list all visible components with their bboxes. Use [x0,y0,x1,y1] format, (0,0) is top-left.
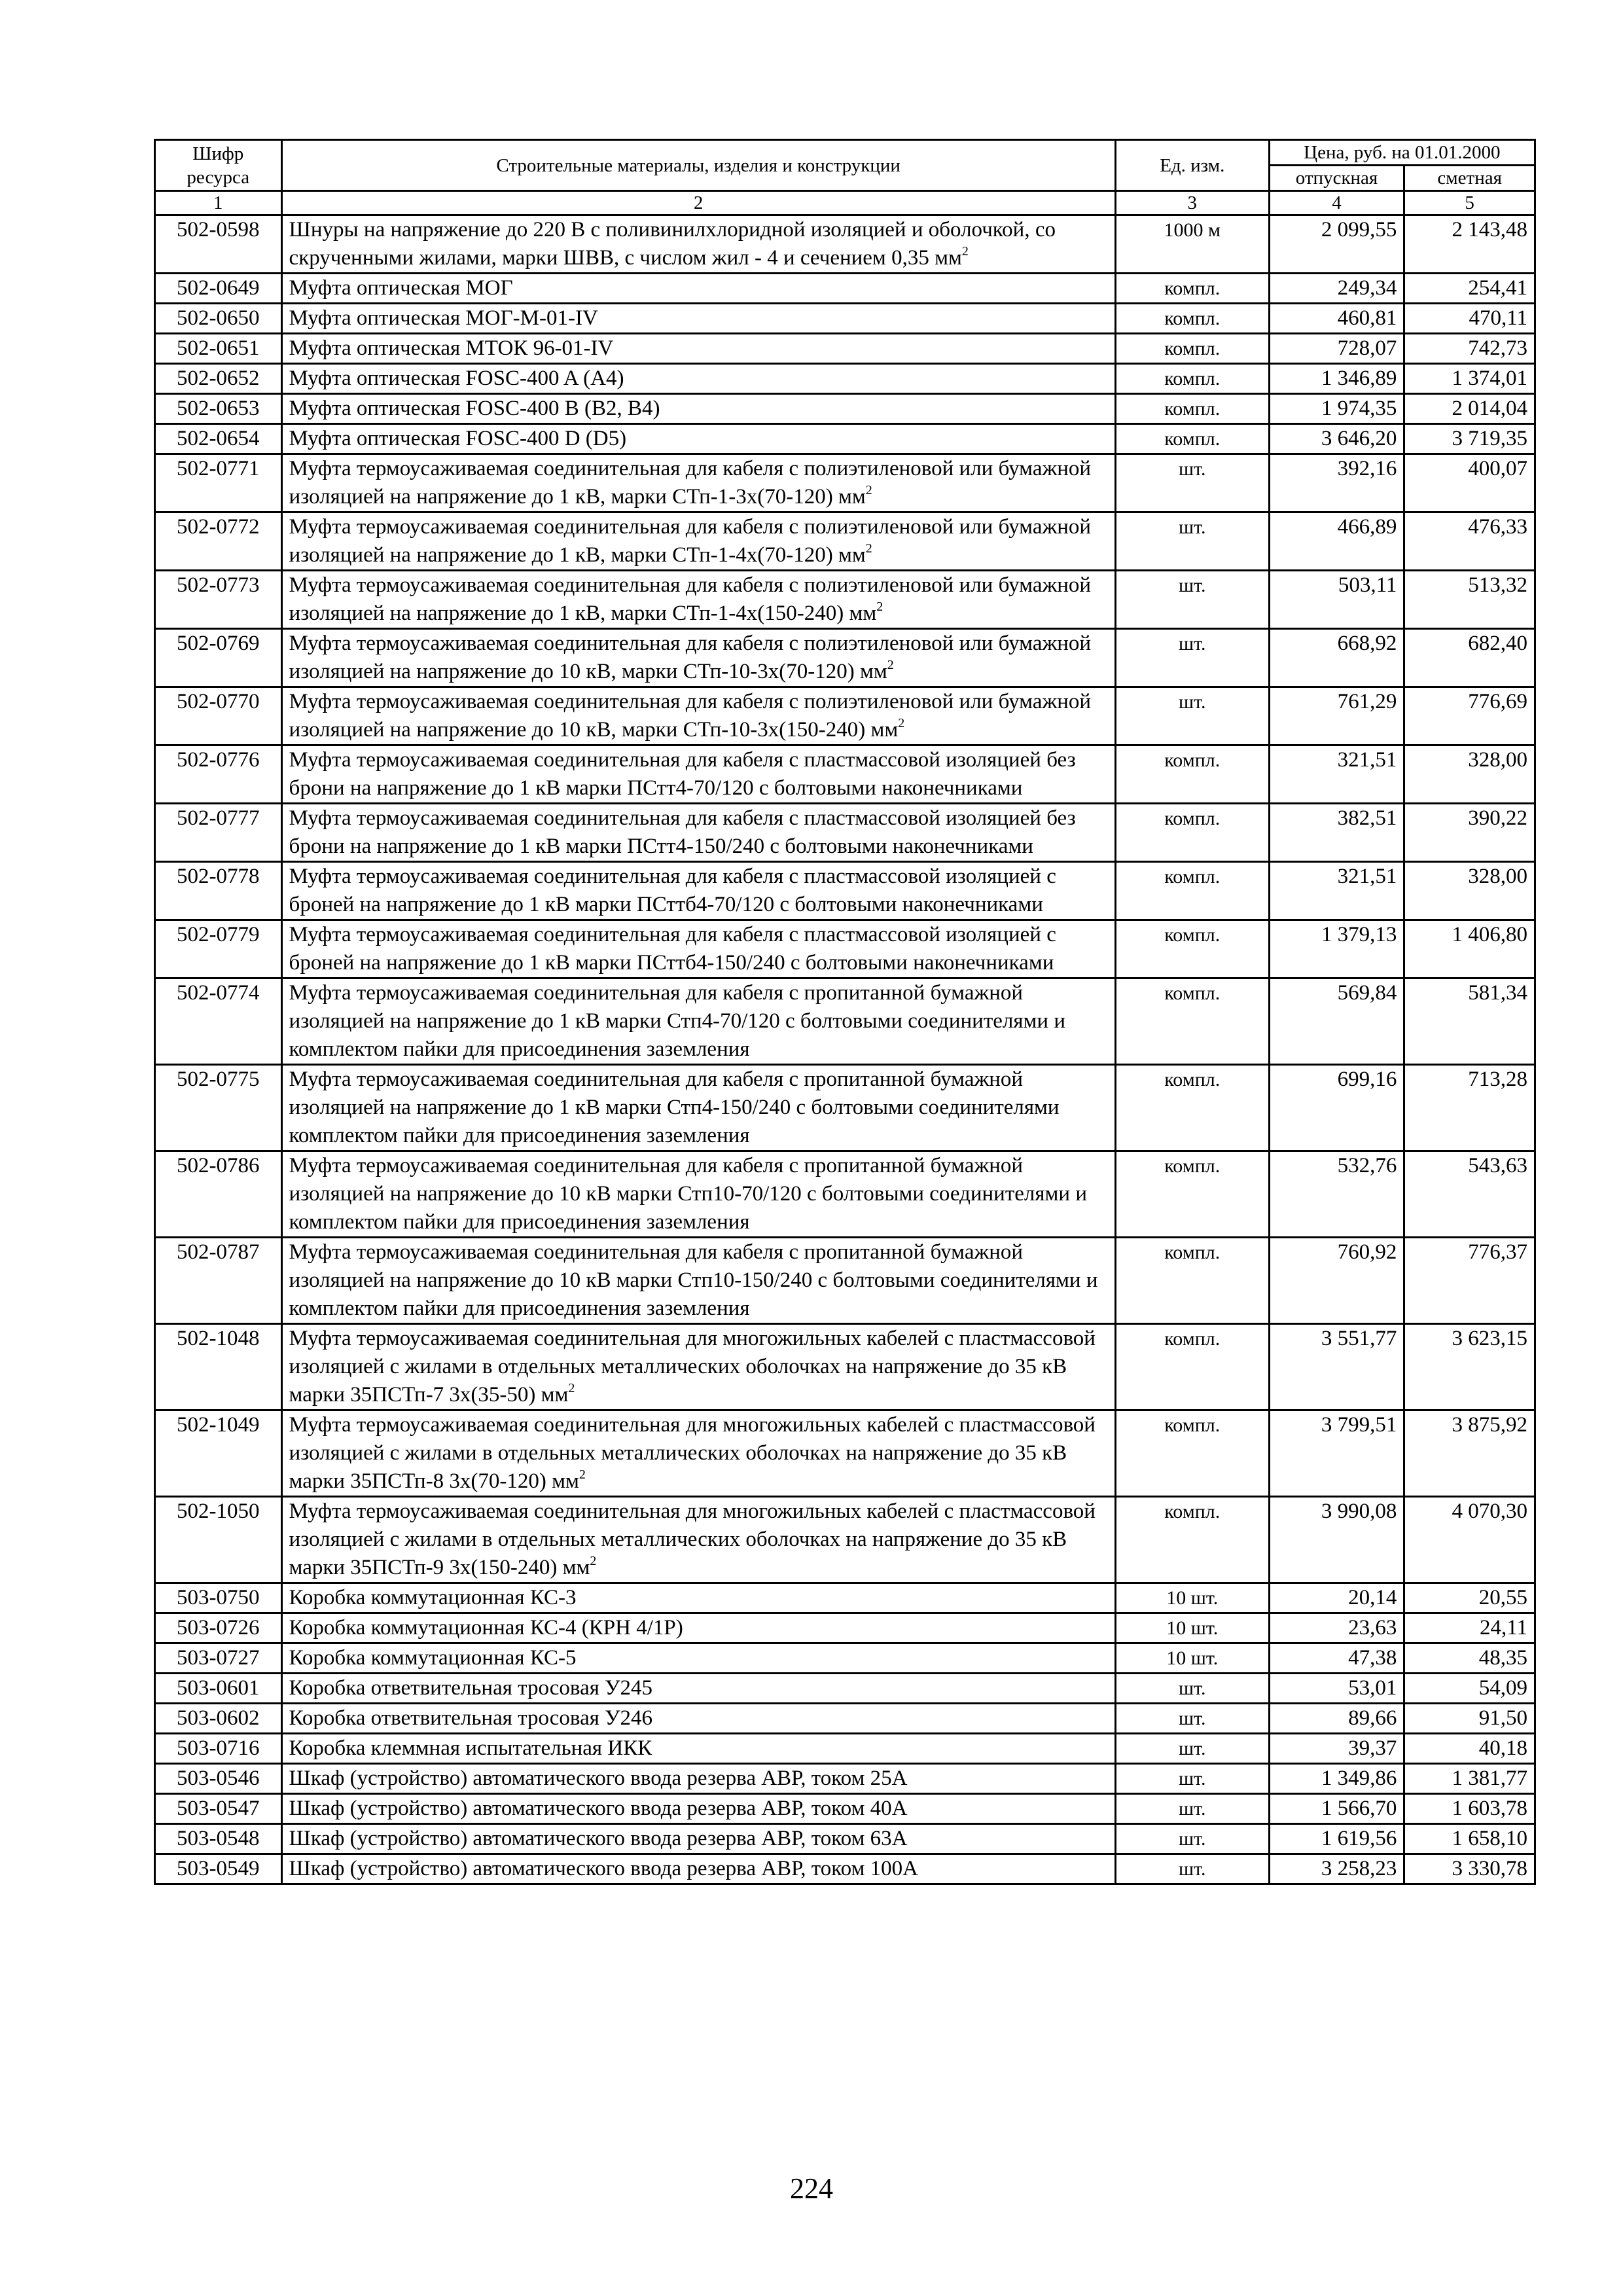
release-price: 1 619,56 [1269,1824,1404,1854]
resource-code: 502-0772 [155,512,282,571]
resource-code: 502-0770 [155,687,282,745]
release-price: 1 974,35 [1269,394,1404,424]
table-row [155,629,1535,687]
description-text: Муфта термоусаживаемая соединительная для кабеля с пластмассовой изоляцией с броней на напряжение до 1 кВ марки ПСттб4-70/120 с болтовыми наконечниками [289,865,1056,916]
resource-code: 502-0598 [155,215,282,274]
superscript: 2 [579,1467,586,1482]
unit-of-measure: шт. [1115,687,1269,745]
description-text: Шкаф (устройство) автоматического ввода резерва АВР, током 25А [289,1767,908,1790]
material-description [281,394,1115,424]
table-row [155,920,1535,978]
table-header [155,140,1535,215]
description-text: Муфта оптическая FOSC-400 A (A4) [289,367,624,390]
release-price: 3 646,20 [1269,424,1404,454]
material-description [281,1704,1115,1734]
unit-of-measure: компл. [1115,304,1269,334]
unit-of-measure: 1000 м [1115,215,1269,274]
table-row [155,745,1535,804]
release-price: 3 799,51 [1269,1410,1404,1497]
table-row [155,512,1535,571]
release-price: 321,51 [1269,862,1404,920]
description-text: Муфта термоусаживаемая соединительная для кабеля с пропитанной бумажной изоляцией на напряжение до 1 кВ марки Стп4-70/120 с болтовыми соединителями и комплектом пайки для присоединения заземления [289,981,1065,1061]
material-description [281,1643,1115,1674]
unit-of-measure: шт. [1115,1704,1269,1734]
release-price: 699,16 [1269,1065,1404,1151]
estimate-price: 3 623,15 [1404,1324,1535,1410]
description-text: Шкаф (устройство) автоматического ввода резерва АВР, током 40А [289,1797,908,1820]
release-price: 382,51 [1269,804,1404,862]
column-number: 5 [1404,191,1535,215]
unit-of-measure: компл. [1115,334,1269,364]
material-description [281,862,1115,920]
resource-code: 502-0769 [155,629,282,687]
superscript: 2 [590,1554,597,1568]
resource-code: 503-0726 [155,1613,282,1643]
unit-of-measure: шт. [1115,1734,1269,1764]
description-text: Муфта термоусаживаемая соединительная для кабеля с полиэтиленовой или бумажной изоляцией на напряжение до 1 кВ, марки СТп-1-4х(70-120) мм [289,515,1092,567]
header-name: Строительные материалы, изделия и конструкции [281,140,1115,191]
column-number: 3 [1115,191,1269,215]
estimate-price: 3 719,35 [1404,424,1535,454]
table-row [155,1065,1535,1151]
header-code: Шифр ресурса [155,140,282,191]
description-text: Коробка клеммная испытательная ИКК [289,1736,652,1760]
estimate-price: 470,11 [1404,304,1535,334]
release-price: 89,66 [1269,1704,1404,1734]
table-row [155,571,1535,629]
description-text: Коробка ответвительная тросовая У246 [289,1706,653,1730]
description-text: Коробка коммутационная КС-3 [289,1586,577,1609]
estimate-price: 1 658,10 [1404,1824,1535,1854]
release-price: 466,89 [1269,512,1404,571]
table-row [155,1824,1535,1854]
release-price: 39,37 [1269,1734,1404,1764]
column-number: 2 [281,191,1115,215]
superscript: 2 [865,541,872,556]
description-text: Муфта оптическая FOSC-400 D (D5) [289,427,627,450]
table-row [155,1583,1535,1613]
superscript: 2 [865,483,872,497]
description-text: Муфта оптическая МОГ-М-01-IV [289,306,598,330]
table-row [155,1734,1535,1764]
estimate-price: 682,40 [1404,629,1535,687]
unit-of-measure: компл. [1115,978,1269,1065]
unit-of-measure: 10 шт. [1115,1613,1269,1643]
header-release-price: отпускная [1269,166,1404,191]
resource-code: 502-0771 [155,454,282,512]
resource-code: 503-0750 [155,1583,282,1613]
release-price: 53,01 [1269,1674,1404,1704]
estimate-price: 1 381,77 [1404,1764,1535,1794]
description-text: Муфта термоусаживаемая соединительная для многожильных кабелей с пластмассовой изоляцией с жилами в отдельных металлических оболочках на напряжение до 35 кВ марки 35ПСТп-7 3х(35-50) мм [289,1327,1096,1407]
resource-code: 502-0776 [155,745,282,804]
superscript: 2 [887,658,894,672]
material-description [281,804,1115,862]
release-price: 2 099,55 [1269,215,1404,274]
unit-of-measure: шт. [1115,454,1269,512]
material-description [281,571,1115,629]
table-row [155,1497,1535,1583]
price-table [154,139,1536,1885]
table-row [155,1151,1535,1238]
estimate-price: 54,09 [1404,1674,1535,1704]
release-price: 3 551,77 [1269,1324,1404,1410]
table-row [155,1794,1535,1824]
description-text: Муфта термоусаживаемая соединительная для кабеля с пластмассовой изоляцией без брони на напряжение до 1 кВ марки ПСтт4-70/120 с болтовыми наконечниками [289,748,1076,800]
unit-of-measure: шт. [1115,571,1269,629]
material-description [281,1065,1115,1151]
material-description [281,1854,1115,1884]
material-description [281,215,1115,274]
table-row [155,1674,1535,1704]
release-price: 392,16 [1269,454,1404,512]
resource-code: 502-0651 [155,334,282,364]
table-row [155,1764,1535,1794]
material-description [281,1238,1115,1324]
unit-of-measure: шт. [1115,1824,1269,1854]
material-description [281,978,1115,1065]
estimate-price: 543,63 [1404,1151,1535,1238]
unit-of-measure: шт. [1115,1764,1269,1794]
estimate-price: 20,55 [1404,1583,1535,1613]
material-description [281,1824,1115,1854]
material-description [281,1734,1115,1764]
estimate-price: 2 014,04 [1404,394,1535,424]
resource-code: 502-0652 [155,364,282,394]
material-description [281,1410,1115,1497]
release-price: 728,07 [1269,334,1404,364]
estimate-price: 1 374,01 [1404,364,1535,394]
table-row [155,334,1535,364]
estimate-price: 476,33 [1404,512,1535,571]
table-row [155,1704,1535,1734]
estimate-price: 24,11 [1404,1613,1535,1643]
material-description [281,687,1115,745]
estimate-price: 1 603,78 [1404,1794,1535,1824]
description-text: Коробка коммутационная КС-4 (КРН 4/1Р) [289,1616,683,1640]
table-row [155,978,1535,1065]
table-row [155,424,1535,454]
estimate-price: 400,07 [1404,454,1535,512]
material-description [281,1613,1115,1643]
release-price: 668,92 [1269,629,1404,687]
description-text: Муфта термоусаживаемая соединительная для кабеля с полиэтиленовой или бумажной изоляцией на напряжение до 10 кВ, марки СТп-10-3х(150-240) мм [289,690,1092,742]
resource-code: 502-1049 [155,1410,282,1497]
material-description [281,1151,1115,1238]
release-price: 3 258,23 [1269,1854,1404,1884]
description-text: Муфта оптическая МОГ [289,276,513,300]
unit-of-measure: шт. [1115,512,1269,571]
resource-code: 502-0786 [155,1151,282,1238]
material-description [281,629,1115,687]
material-description [281,424,1115,454]
material-description [281,1324,1115,1410]
release-price: 1 379,13 [1269,920,1404,978]
material-description [281,1764,1115,1794]
unit-of-measure: шт. [1115,1854,1269,1884]
release-price: 761,29 [1269,687,1404,745]
estimate-price: 3 875,92 [1404,1410,1535,1497]
material-description [281,364,1115,394]
estimate-price: 1 406,80 [1404,920,1535,978]
material-description [281,304,1115,334]
table-body [155,215,1535,1884]
estimate-price: 254,41 [1404,274,1535,304]
description-text: Муфта термоусаживаемая соединительная для кабеля с пропитанной бумажной изоляцией на напряжение до 10 кВ марки Стп10-70/120 с болтовыми соединителями и комплектом пайки для присоединения заземления [289,1154,1087,1234]
description-text: Муфта термоусаживаемая соединительная для кабеля с полиэтиленовой или бумажной изоляцией на напряжение до 1 кВ, марки СТп-1-3х(70-120) мм [289,457,1092,509]
column-number: 1 [155,191,282,215]
material-description [281,920,1115,978]
description-text: Муфта термоусаживаемая соединительная для многожильных кабелей с пластмассовой изоляцией с жилами в отдельных металлических оболочках на напряжение до 35 кВ марки 35ПСТп-8 3х(70-120) мм [289,1413,1096,1493]
description-text: Муфта термоусаживаемая соединительная для кабеля с пластмассовой изоляцией с броней на напряжение до 1 кВ марки ПСттб4-150/240 с болтовыми наконечниками [289,923,1056,975]
release-price: 3 990,08 [1269,1497,1404,1583]
unit-of-measure: компл. [1115,1410,1269,1497]
material-description [281,334,1115,364]
resource-code: 502-0774 [155,978,282,1065]
estimate-price: 2 143,48 [1404,215,1535,274]
table-row [155,1613,1535,1643]
superscript: 2 [876,600,883,614]
description-text: Шкаф (устройство) автоматического ввода резерва АВР, током 63А [289,1827,908,1850]
estimate-price: 776,69 [1404,687,1535,745]
table-row [155,1238,1535,1324]
unit-of-measure: компл. [1115,1151,1269,1238]
unit-of-measure: компл. [1115,274,1269,304]
table-row [155,1324,1535,1410]
resource-code: 503-0546 [155,1764,282,1794]
release-price: 1 566,70 [1269,1794,1404,1824]
table-row [155,1854,1535,1884]
resource-code: 503-0601 [155,1674,282,1704]
material-description [281,1583,1115,1613]
unit-of-measure: компл. [1115,920,1269,978]
estimate-price: 328,00 [1404,745,1535,804]
description-text: Муфта термоусаживаемая соединительная для кабеля с пропитанной бумажной изоляцией на напряжение до 1 кВ марки Стп4-150/240 с болтовыми соединителями комплектом пайки для присоединения заземления [289,1067,1060,1147]
resource-code: 502-0773 [155,571,282,629]
estimate-price: 40,18 [1404,1734,1535,1764]
resource-code: 502-0775 [155,1065,282,1151]
description-text: Муфта оптическая МТОК 96-01-IV [289,336,614,360]
superscript: 2 [898,716,905,730]
release-price: 23,63 [1269,1613,1404,1643]
resource-code: 502-0778 [155,862,282,920]
material-description [281,1674,1115,1704]
resource-code: 502-1048 [155,1324,282,1410]
estimate-price: 3 330,78 [1404,1854,1535,1884]
resource-code: 502-0779 [155,920,282,978]
table-row [155,394,1535,424]
resource-code: 503-0727 [155,1643,282,1674]
resource-code: 503-0716 [155,1734,282,1764]
resource-code: 502-0777 [155,804,282,862]
release-price: 460,81 [1269,304,1404,334]
release-price: 249,34 [1269,274,1404,304]
estimate-price: 713,28 [1404,1065,1535,1151]
estimate-price: 581,34 [1404,978,1535,1065]
unit-of-measure: шт. [1115,1794,1269,1824]
resource-code: 502-0787 [155,1238,282,1324]
unit-of-measure: компл. [1115,1065,1269,1151]
resource-code: 502-0653 [155,394,282,424]
unit-of-measure: компл. [1115,1324,1269,1410]
column-number: 4 [1269,191,1404,215]
unit-of-measure: компл. [1115,804,1269,862]
header-estimate-price: сметная [1404,166,1535,191]
unit-of-measure: шт. [1115,629,1269,687]
table-row [155,304,1535,334]
material-description [281,1794,1115,1824]
release-price: 569,84 [1269,978,1404,1065]
release-price: 760,92 [1269,1238,1404,1324]
table-row [155,804,1535,862]
resource-code: 502-1050 [155,1497,282,1583]
unit-of-measure: компл. [1115,1497,1269,1583]
table-row [155,364,1535,394]
description-text: Шкаф (устройство) автоматического ввода резерва АВР, током 100А [289,1857,918,1880]
material-description [281,1497,1115,1583]
release-price: 1 349,86 [1269,1764,1404,1794]
release-price: 47,38 [1269,1643,1404,1674]
estimate-price: 742,73 [1404,334,1535,364]
table-row [155,687,1535,745]
unit-of-measure: 10 шт. [1115,1643,1269,1674]
table-row [155,454,1535,512]
unit-of-measure: компл. [1115,862,1269,920]
unit-of-measure: компл. [1115,364,1269,394]
page-number: 224 [790,2172,833,2204]
description-text: Муфта термоусаживаемая соединительная для кабеля с пластмассовой изоляцией без брони на напряжение до 1 кВ марки ПСтт4-150/240 с болтовыми наконечниками [289,806,1076,858]
description-text: Коробка коммутационная КС-5 [289,1646,577,1670]
resource-code: 503-0602 [155,1704,282,1734]
material-description [281,512,1115,571]
material-description [281,745,1115,804]
resource-code: 503-0548 [155,1824,282,1854]
description-text: Муфта термоусаживаемая соединительная для кабеля с полиэтиленовой или бумажной изоляцией на напряжение до 10 кВ, марки СТп-10-3х(70-120) мм [289,632,1092,683]
estimate-price: 4 070,30 [1404,1497,1535,1583]
material-description [281,274,1115,304]
estimate-price: 48,35 [1404,1643,1535,1674]
table-row [155,274,1535,304]
header-price: Цена, руб. на 01.01.2000 [1269,140,1535,166]
unit-of-measure: компл. [1115,394,1269,424]
release-price: 20,14 [1269,1583,1404,1613]
description-text: Коробка ответвительная тросовая У245 [289,1676,653,1700]
resource-code: 502-0649 [155,274,282,304]
header-unit: Ед. изм. [1115,140,1269,191]
estimate-price: 328,00 [1404,862,1535,920]
resource-code: 503-0547 [155,1794,282,1824]
release-price: 1 346,89 [1269,364,1404,394]
estimate-price: 513,32 [1404,571,1535,629]
table-row [155,215,1535,274]
unit-of-measure: компл. [1115,745,1269,804]
description-text: Муфта оптическая FOSC-400 B (B2, B4) [289,397,660,420]
description-text: Шнуры на напряжение до 220 В с поливинилхлоридной изоляцией и оболочкой, со скрученными жилами, марки ШВВ, с числом жил - 4 и сечением 0,35 мм [289,218,1056,270]
release-price: 503,11 [1269,571,1404,629]
table-row [155,1410,1535,1497]
description-text: Муфта термоусаживаемая соединительная для кабеля с пропитанной бумажной изоляцией на напряжение до 10 кВ марки Стп10-150/240 с болтовыми соединителями и комплектом пайки для присоединения заземления [289,1240,1098,1320]
estimate-price: 390,22 [1404,804,1535,862]
release-price: 532,76 [1269,1151,1404,1238]
estimate-price: 776,37 [1404,1238,1535,1324]
unit-of-measure: шт. [1115,1674,1269,1704]
superscript: 2 [961,244,969,259]
table-row [155,862,1535,920]
unit-of-measure: компл. [1115,1238,1269,1324]
unit-of-measure: 10 шт. [1115,1583,1269,1613]
unit-of-measure: компл. [1115,424,1269,454]
superscript: 2 [568,1381,575,1395]
description-text: Муфта термоусаживаемая соединительная для кабеля с полиэтиленовой или бумажной изоляцией на напряжение до 1 кВ, марки СТп-1-4х(150-240) мм [289,573,1092,625]
estimate-price: 91,50 [1404,1704,1535,1734]
resource-code: 502-0650 [155,304,282,334]
table-row [155,1643,1535,1674]
material-description [281,454,1115,512]
description-text: Муфта термоусаживаемая соединительная для многожильных кабелей с пластмассовой изоляцией с жилами в отдельных металлических оболочках на напряжение до 35 кВ марки 35ПСТп-9 3х(150-240) мм [289,1499,1096,1579]
resource-code: 503-0549 [155,1854,282,1884]
resource-code: 502-0654 [155,424,282,454]
release-price: 321,51 [1269,745,1404,804]
